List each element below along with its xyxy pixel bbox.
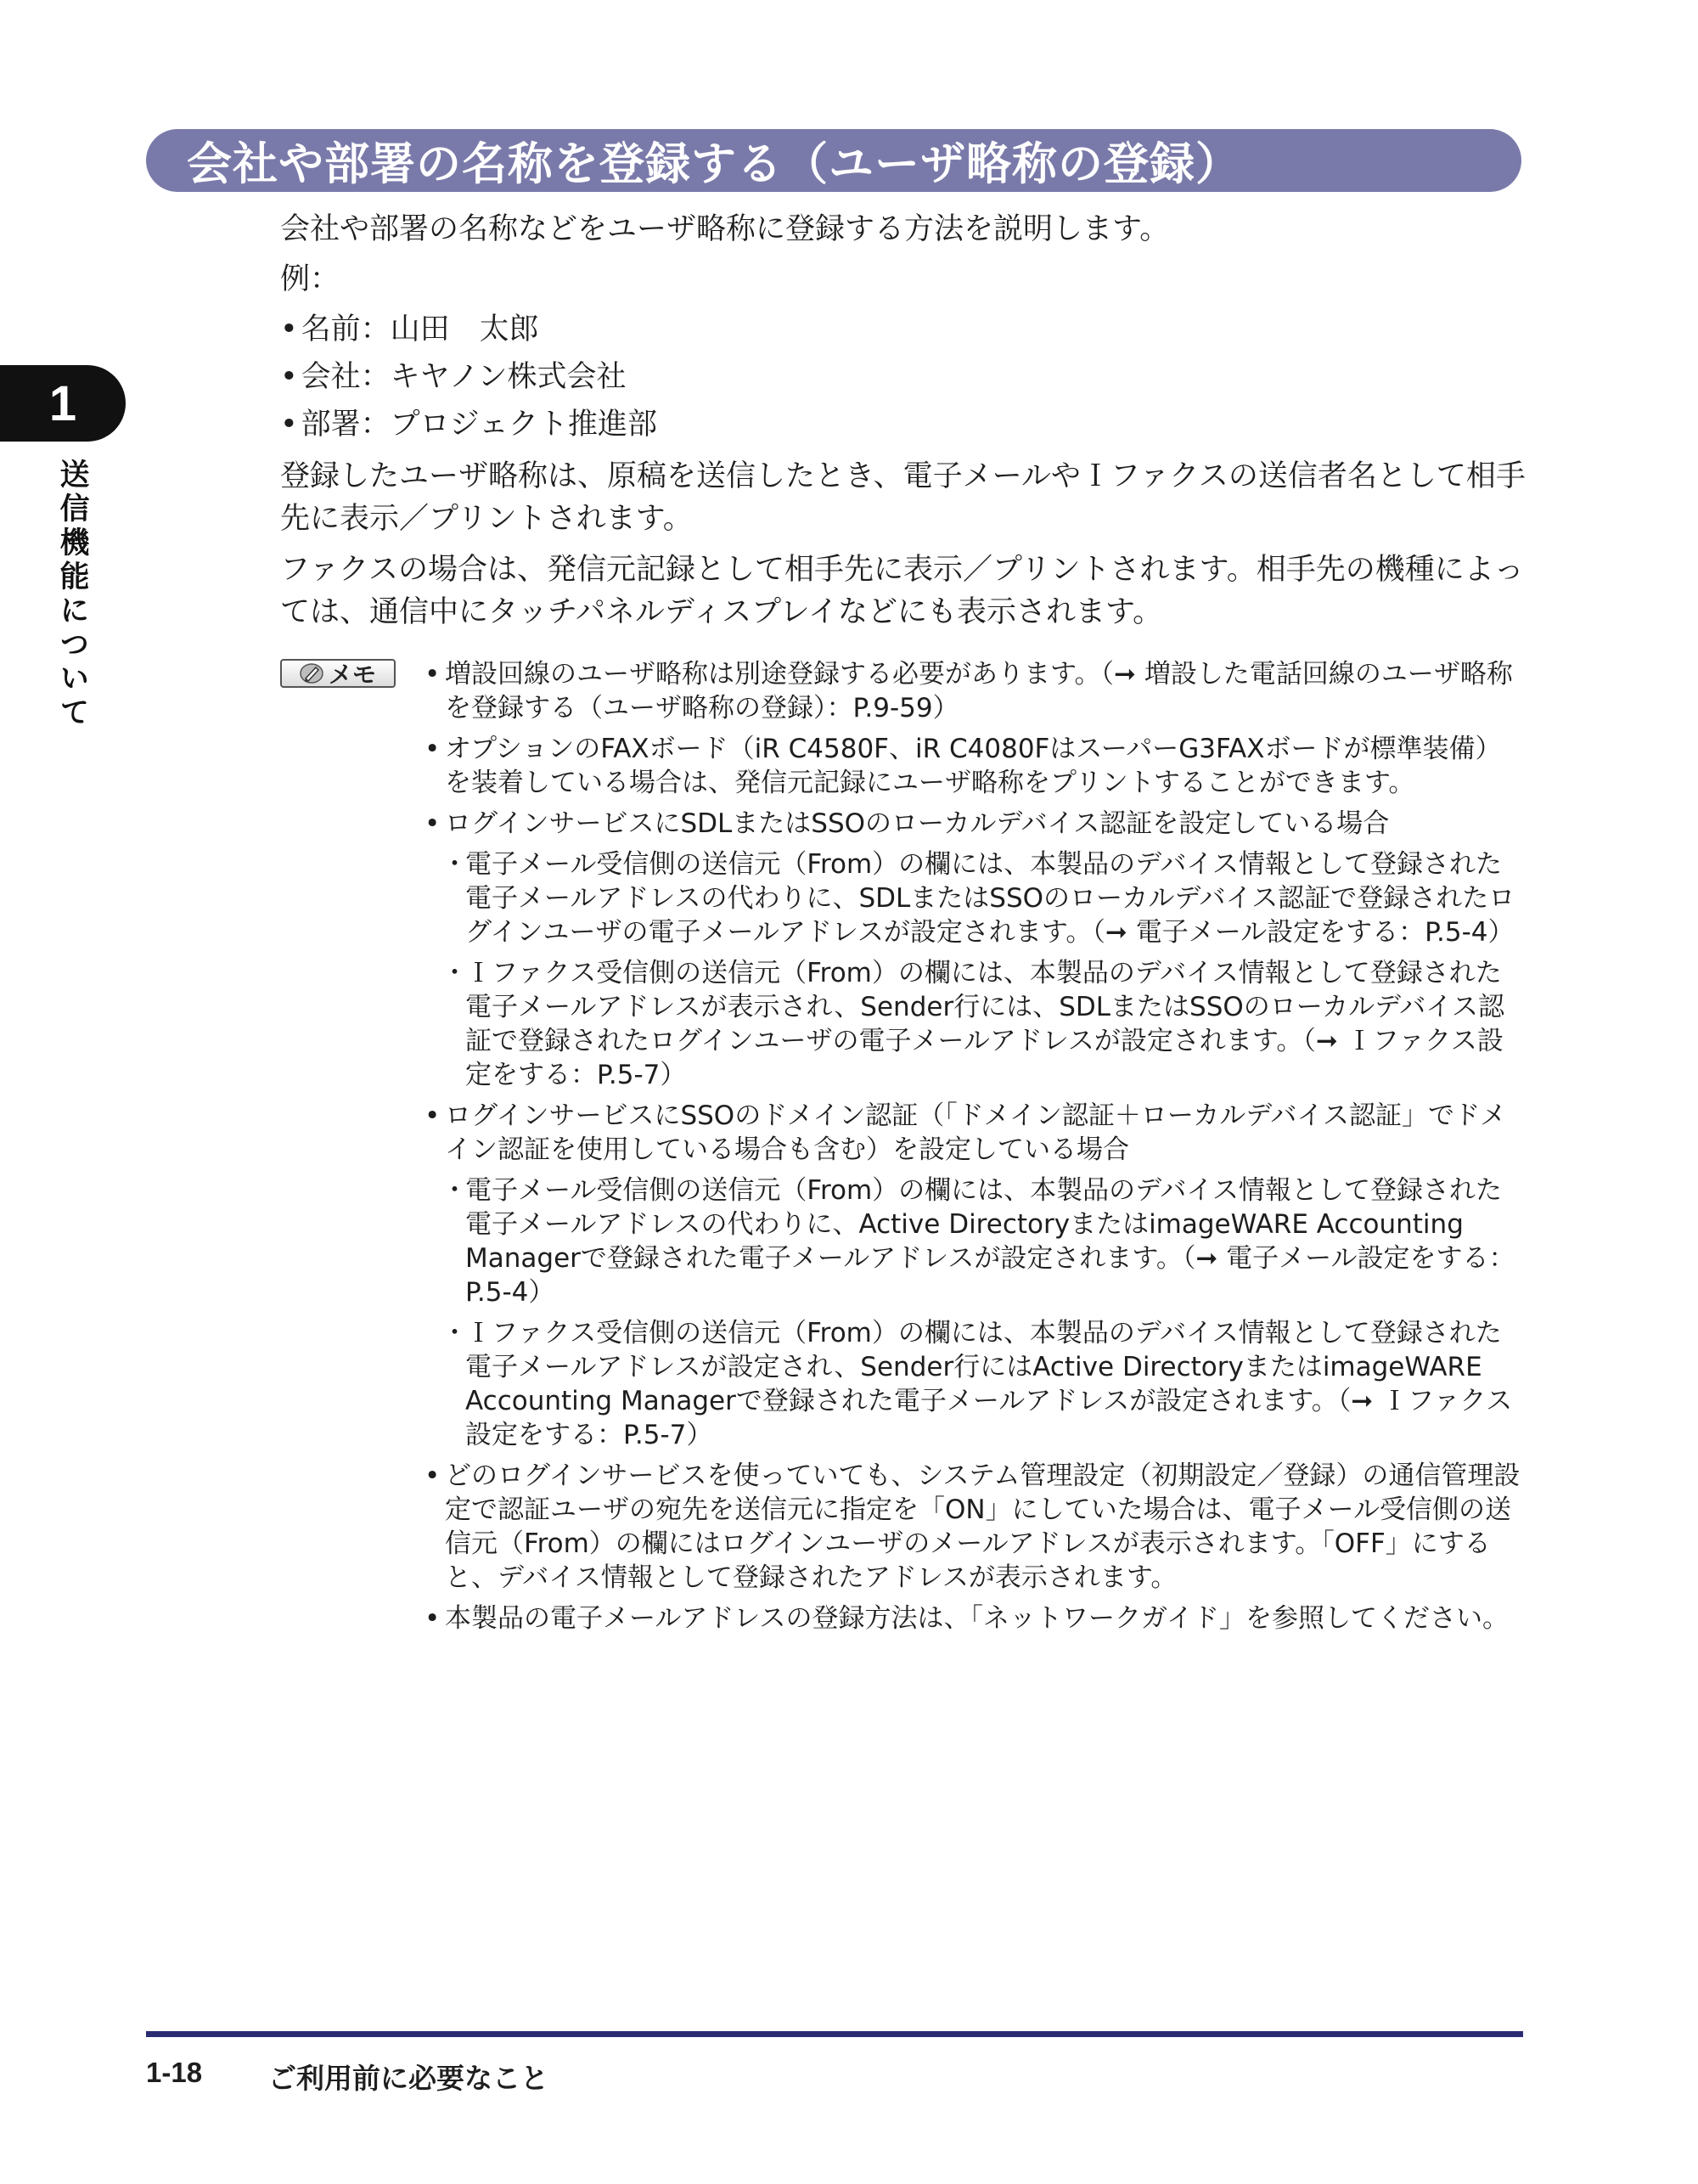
footer-section-title: ご利用前に必要なこと: [268, 2062, 548, 2095]
page-title: 会社や部署の名称を登録する（ユーザ略称の登録）: [187, 138, 1241, 190]
memo-list: [424, 657, 1525, 1642]
memo-item: • 増設回線のユーザ略称は別途登録する必要があります。（➞ 増設した電話回線のユーザ略称を登録する（ユーザ略称の登録）：P.9-59）: [424, 657, 1525, 725]
pencil-icon: [300, 662, 323, 684]
memo-item: • ログインサービスにSDLまたはSSOのローカルデバイス認証を設定している場合: [424, 807, 1525, 841]
memo-badge: [280, 659, 396, 688]
example-list: [280, 306, 1520, 448]
intro-text: 会社や部署の名称などをユーザ略称に登録する方法を説明します。: [280, 212, 1170, 246]
chapter-label: 送信機能について: [55, 459, 89, 730]
memo-subitem: ・ Ｉファクス受信側の送信元（From）の欄には、本製品のデバイス情報として登録された電子メールアドレスが設定され、Sender行にはActive DirectoryまたはimageWARE Accounting Managerで登録された電子メールアドレスが設定されます。（➞ Ｉファクス設定をする：P.5-7）: [424, 1316, 1525, 1452]
memo-subitem: ・ 電子メール受信側の送信元（From）の欄には、本製品のデバイス情報として登録された電子メールアドレスの代わりに、SDLまたはSSOのローカルデバイス認証で登録されたログインユーザの電子メールアドレスが設定されます。（➞ 電子メール設定をする：P.5-4）: [424, 847, 1525, 949]
example-label: 例：: [280, 262, 340, 296]
list-item: • 会社：キヤノン株式会社: [280, 353, 1520, 401]
section-title-bar: [146, 129, 1521, 192]
paragraph-recipient-display: 登録したユーザ略称は、原稿を送信したとき、電子メールやＩファクスの送信者名として相手先に表示／プリントされます。: [280, 459, 1526, 536]
memo-item: • 本製品の電子メールアドレスの登録方法は、「ネットワークガイド」を参照してください。: [424, 1601, 1525, 1635]
chapter-tab: [0, 365, 126, 442]
memo-item: • どのログインサービスを使っていても、システム管理設定（初期設定／登録）の通信管理設定で認証ユーザの宛先を送信元に指定を「ON」にしていた場合は、電子メール受信側の送信元（From）の欄にはログインユーザのメールアドレスが表示されます。「OFF」にすると、デバイス情報として登録されたアドレスが表示されます。: [424, 1459, 1525, 1595]
memo-item: • ログインサービスにSSOのドメイン認証（「ドメイン認証＋ローカルデバイス認証」でドメイン認証を使用している場合も含む）を設定している場合: [424, 1099, 1525, 1167]
paragraph-fax-display: ファクスの場合は、発信元記録として相手先に表示／プリントされます。相手先の機種によっては、通信中にタッチパネルディスプレイなどにも表示されます。: [280, 553, 1524, 629]
list-item: • 部署：プロジェクト推進部: [280, 401, 1520, 448]
memo-label: メモ: [328, 661, 376, 689]
list-item: • 名前：山田 太郎: [280, 306, 1520, 353]
memo-subitem: ・ 電子メール受信側の送信元（From）の欄には、本製品のデバイス情報として登録された電子メールアドレスの代わりに、Active DirectoryまたはimageWARE Accounting Managerで登録された電子メールアドレスが設定されます。（➞ 電子メール設定をする：P.5-4）: [424, 1174, 1525, 1309]
chapter-number: 1: [48, 375, 77, 431]
memo-subitem: ・ Ｉファクス受信側の送信元（From）の欄には、本製品のデバイス情報として登録された電子メールアドレスが表示され、Sender行には、SDLまたはSSOのローカルデバイス認証で登録されたログインユーザの電子メールアドレスが設定されます。（➞ Ｉファクス設定をする：P.5-7）: [424, 956, 1525, 1092]
footer-rule: [146, 2031, 1523, 2037]
page-number: 1-18: [146, 2057, 203, 2088]
memo-item: • オプションのFAXボード（iR C4580F、iR C4080FはスーパーG3FAXボードが標準装備）を装着している場合は、発信元記録にユーザ略称をプリントすることができます。: [424, 732, 1525, 800]
